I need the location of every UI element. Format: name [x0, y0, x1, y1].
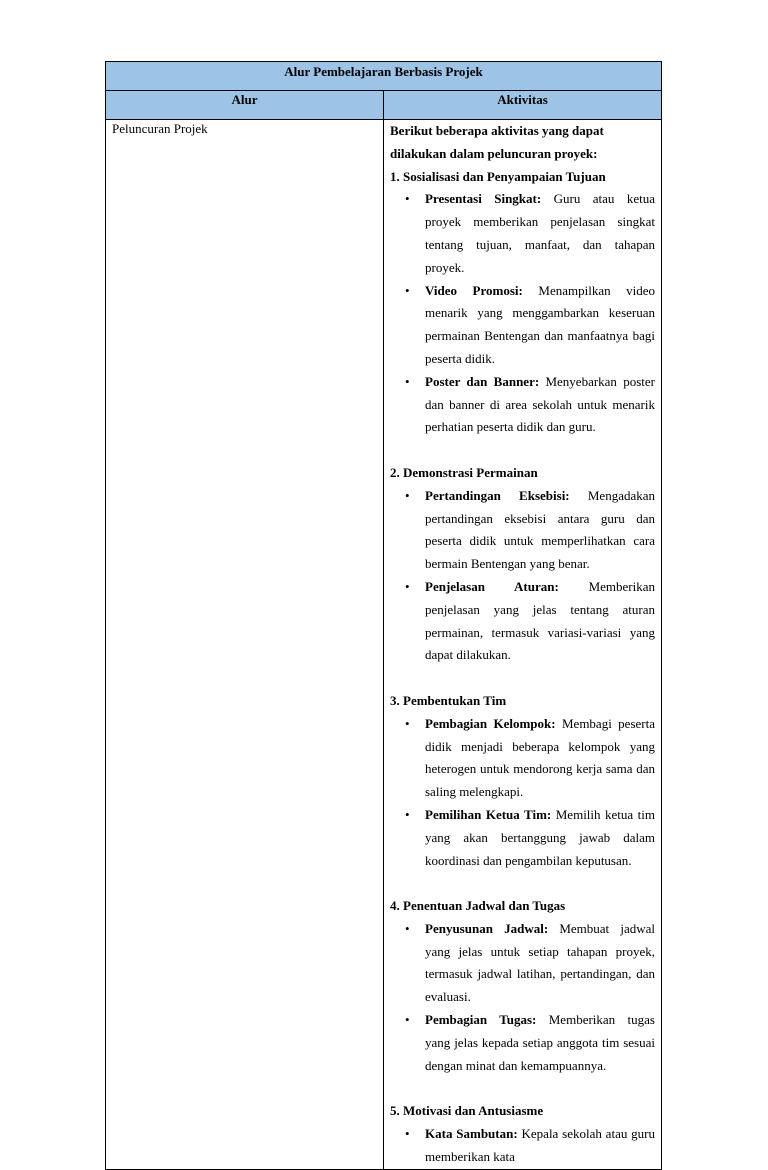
bullet-icon: • — [405, 715, 410, 731]
activity-description: Memberikan penjelasan yang jelas tentang aturan permainan, termasuk variasi-variasi yang dapat dilakukan. — [425, 578, 656, 663]
table-title: Alur Pembelajaran Berbasis Projek — [106, 62, 662, 91]
activity-list — [390, 918, 655, 1078]
bullet-icon: • — [405, 1126, 410, 1142]
column-header-alur: Alur — [106, 91, 384, 120]
bullet-icon: • — [405, 373, 410, 389]
activity-description: Guru atau ketua proyek memberikan penjelasan singkat tentang tujuan, manfaat, dan tahapan proyek. — [425, 191, 656, 275]
bullet-icon: • — [405, 806, 410, 822]
activity-label: Video Promosi: — [425, 282, 523, 298]
section-spacer — [390, 667, 655, 690]
intro-text: Berikut beberapa aktivitas yang dapat dilakukan dalam peluncuran proyek: — [390, 123, 604, 161]
section-spacer — [390, 1077, 655, 1100]
activity-label: Presentasi Singkat: — [425, 191, 542, 207]
activity-list — [390, 485, 655, 667]
list-item — [390, 485, 655, 576]
list-item — [390, 1009, 655, 1077]
list-item — [390, 576, 655, 667]
section-title: 4. Penentuan Jadwal dan Tugas — [390, 898, 566, 914]
list-item — [390, 371, 655, 439]
activity-label: Penjelasan Aturan: — [425, 578, 559, 594]
column-header-aktivitas: Aktivitas — [384, 91, 662, 120]
bullet-icon: • — [405, 282, 410, 298]
section-spacer — [390, 872, 655, 895]
activity-label: Penyusunan Jadwal: — [425, 920, 549, 936]
activity-description: Mengadakan pertandingan eksebisi antara guru dan peserta didik untuk memperlihatkan cara bermain Bentengan yang benar. — [425, 487, 655, 572]
bullet-icon: • — [405, 191, 410, 207]
activity-description: Membuat jadwal yang jelas untuk setiap tahapan proyek, termasuk jadwal latihan, pertandingan, dan evaluasi. — [425, 920, 655, 1005]
section-title: 5. Motivasi dan Antusiasme — [390, 1103, 544, 1119]
table-row — [106, 120, 662, 1170]
section-title: 1. Sosialisasi dan Penyampaian Tujuan — [390, 168, 606, 184]
list-item — [390, 280, 655, 371]
activity-description: Menampilkan video menarik yang menggambarkan keseruan permainan Bentengan dan manfaatnya bagi peserta didik. — [425, 282, 656, 366]
activity-description: Membagi peserta didik menjadi beberapa kelompok yang heterogen untuk mendorong kerja sama dan saling melengkapi. — [425, 715, 655, 800]
activities-cell — [384, 120, 662, 1170]
section-spacer — [390, 439, 655, 462]
row-stage-label: Peluncuran Projek — [106, 120, 384, 1170]
bullet-icon: • — [405, 578, 410, 594]
activity-list — [390, 713, 655, 873]
list-item — [390, 713, 655, 804]
activity-label: Pemilihan Ketua Tim: — [425, 806, 552, 822]
list-item — [390, 188, 655, 279]
activity-list — [390, 1123, 655, 1169]
bullet-icon: • — [405, 920, 410, 936]
section-title: 3. Pembentukan Tim — [390, 692, 507, 708]
activities-content — [384, 120, 661, 1169]
activity-description: Kepala sekolah atau guru memberikan kata — [425, 1126, 655, 1164]
list-item — [390, 918, 655, 1009]
bullet-icon: • — [405, 487, 410, 503]
learning-flow-table — [105, 61, 662, 1170]
activity-description: Memberikan tugas yang jelas kepada setiap anggota tim sesuai dengan minat dan kemampuannya. — [425, 1012, 655, 1073]
activity-description: Menyebarkan poster dan banner di area sekolah untuk menarik perhatian peserta didik dan guru. — [425, 373, 655, 435]
activity-label: Pembagian Tugas: — [425, 1012, 537, 1028]
bullet-icon: • — [405, 1012, 410, 1028]
activity-label: Poster dan Banner: — [425, 373, 540, 389]
activity-label: Pertandingan Eksebisi: — [425, 487, 570, 503]
list-item — [390, 1123, 655, 1169]
activity-label: Pembagian Kelompok: — [425, 715, 556, 731]
activity-description: Memilih ketua tim yang akan bertanggung jawab dalam koordinasi dan pengambilan keputusan. — [425, 806, 656, 868]
activity-list — [390, 188, 655, 439]
list-item — [390, 804, 655, 872]
section-title: 2. Demonstrasi Permainan — [390, 464, 538, 480]
activity-label: Kata Sambutan: — [425, 1126, 518, 1142]
